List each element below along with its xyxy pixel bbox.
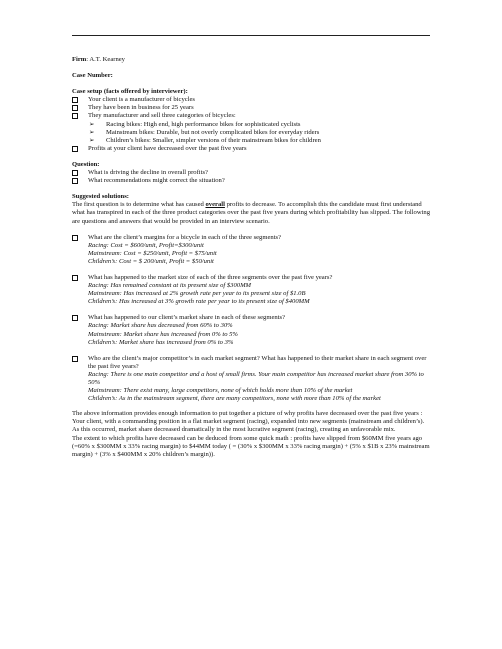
checkbox-bullet-icon: [72, 105, 78, 111]
checkbox-bullet-icon: [72, 170, 78, 176]
case-number-label: Case Number:: [72, 72, 113, 80]
document-body: [72, 56, 432, 459]
setup-heading: Case setup (facts offered by interviewer):: [72, 88, 188, 96]
checkbox-bullet-icon: [72, 113, 78, 119]
checkbox-bullet-icon: [72, 356, 78, 362]
sub-list-item: ➢ Children’s bikes: Smaller, simpler versions of their mainstream bikes for children: [89, 136, 321, 144]
answer-line: Mainstream: There exist many, large competitors, none of which holds more than 10% of the market: [88, 387, 353, 395]
firm-label: Firm: [72, 56, 87, 63]
question-item: What has happened to our client’s market share in each of these segments?: [72, 314, 432, 322]
header-rule: [72, 35, 430, 36]
answer-line: Children’s: Cost = $ 200/unit, Profit = $50/unit: [88, 257, 214, 265]
sub-list-item: ➢ Mainstream bikes: Durable, but not overly complicated bikes for everyday riders: [89, 128, 320, 136]
checkbox-bullet-icon: [72, 146, 78, 152]
list-item: What recommendations might correct the situation?: [72, 177, 432, 185]
firm-line: [72, 56, 432, 64]
arrow-bullet-icon: ➢: [89, 120, 95, 128]
checkbox-bullet-icon: [72, 275, 78, 281]
conclusion-paragraph: The extent to which profits have decreased can be deduced from some quick math : profits have slipped from $60MM five years ago (=60% x $300MM x 33% racing margin) to $44MM today ( = (30% x $300MM x 33% racing margin) + (5% x $1B x 23% mainstream margin) + (3% x $400MM x 20% children’s margin)).: [72, 434, 430, 458]
question-item: What has happened to the market size of each of the three segments over the past five years?: [72, 274, 432, 282]
answer-line: Racing: Cost = $600/unit, Profit=$300/unit: [88, 241, 204, 249]
list-item: They have been in business for 25 years: [72, 104, 432, 112]
conclusion-paragraph: The above information provides enough information to put together a picture of why profits have decreased over the past five years : Your client, with a commanding position in a flat market segment (racing), expanded into new segments (mainstream and children’s). As this occurred, market share decreased dramatically in the most lucrative segment (racing), creating an unfavorable mix.: [72, 410, 425, 434]
arrow-bullet-icon: ➢: [89, 136, 95, 144]
list-item: Your client is a manufacturer of bicycles: [72, 96, 432, 104]
checkbox-bullet-icon: [72, 97, 78, 103]
answer-line: Mainstream: Market share has increased from 0% to 5%: [88, 330, 238, 338]
answer-line: Racing: Market share has decreased from 60% to 30%: [88, 322, 233, 330]
answer-line: Racing: Has remained constant at its present size of $300MM: [88, 282, 252, 290]
firm-value: : A.T. Kearney: [86, 56, 125, 63]
checkbox-bullet-icon: [72, 315, 78, 321]
solutions-heading: Suggested solutions:: [72, 193, 129, 201]
solutions-intro: The first question is to determine what has caused overall profits to decrease. To accomplish this the candidate must first understand what has transpired in each of the three product categories over the past five years during which profitability has slipped. The following are questions and answers that would be provided in an interview scenario.: [72, 201, 431, 225]
list-item: What is driving the decline in overall profits?: [72, 169, 432, 177]
sub-list-item: ➢ Racing bikes: High end, high performance bikes for sophisticated cyclists: [89, 120, 301, 128]
answer-line: Children’s: Market share has increased from 0% to 3%: [88, 338, 234, 346]
answer-line: Children’s: As in the mainstream segment, there are many competitors, none with more than 10% of the market: [88, 395, 381, 403]
checkbox-bullet-icon: [72, 178, 78, 184]
question-item: What are the client’s margins for a bicycle in each of the three segments?: [72, 234, 432, 242]
list-item: Profits at your client have decreased over the past five years: [72, 145, 432, 153]
list-item: They manufacturer and sell three categories of bicycles:: [72, 112, 432, 120]
answer-line: Mainstream: Has increased at 2% growth rate per year to its present size of $1.0B: [88, 290, 306, 298]
question-item: Who are the client’s major competitor’s in each market segment? What has happened to their market share in each segment over the past five years?: [72, 355, 432, 371]
answer-line: Mainstream: Cost = $250/unit, Profit = $75/unit: [88, 249, 217, 257]
answer-line: Racing: There is one main competitor and a host of small firms. Your main competitor has increased market share from 30% to 50%: [88, 370, 424, 386]
question-heading: Question:: [72, 160, 100, 168]
arrow-bullet-icon: ➢: [89, 128, 95, 136]
checkbox-bullet-icon: [72, 235, 78, 241]
answer-line: Children’s: Has increased at 3% growth rate per year to its present size of $400MM: [88, 298, 310, 306]
